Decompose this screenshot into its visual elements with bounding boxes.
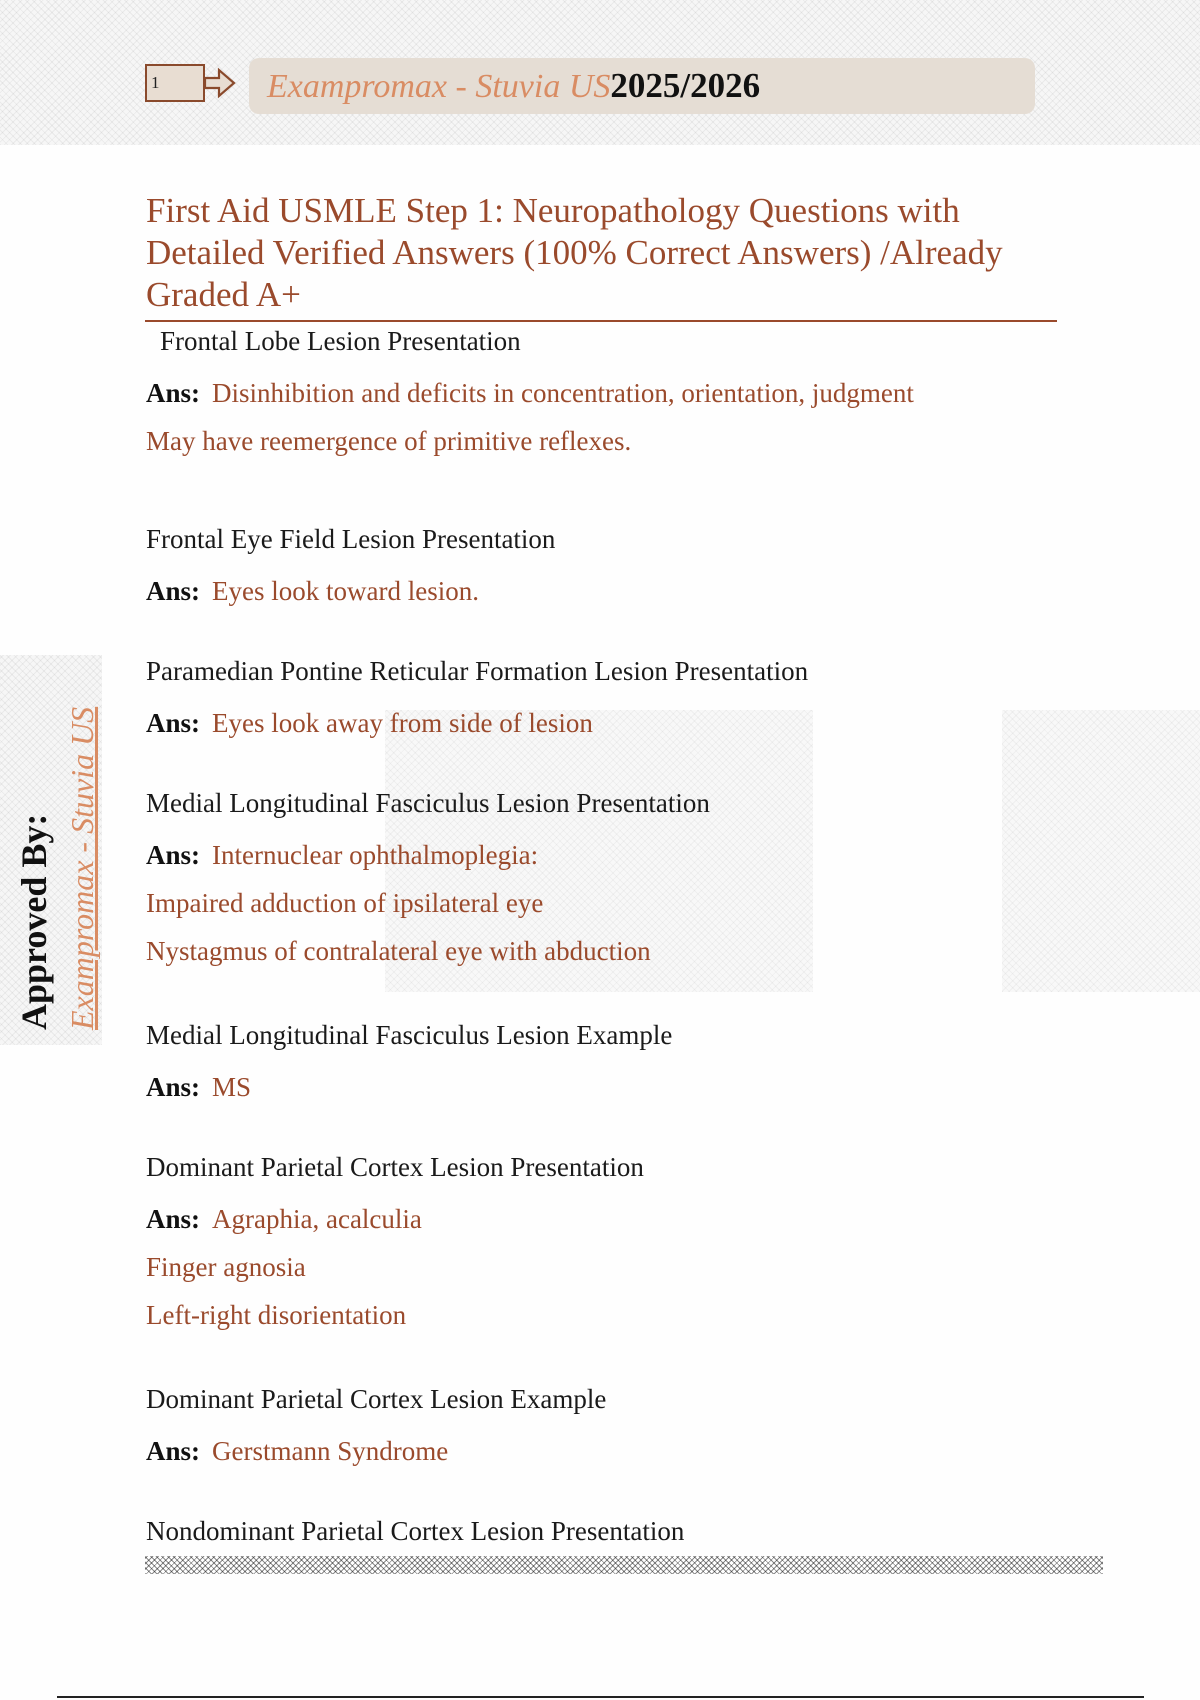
header-brand: Exampromax - Stuvia US — [267, 68, 611, 105]
answer-continuation: Left-right disorientation — [146, 1300, 407, 1330]
qa-item — [146, 1380, 1076, 1470]
arrow-right-icon — [203, 66, 237, 100]
answer-continuation: Nystagmus of contralateral eye with abduction — [146, 936, 651, 966]
approved-by-label: Approved By: — [14, 813, 54, 1030]
page-number-box — [145, 64, 205, 102]
question-text: Medial Longitudinal Fasciculus Lesion Presentation — [146, 788, 710, 818]
page-number: 1 — [151, 73, 160, 92]
header-banner — [249, 58, 1035, 114]
question-text: Dominant Parietal Cortex Lesion Presentation — [146, 1152, 644, 1182]
qa-item — [146, 784, 1076, 970]
answer-text: Disinhibition and deficits in concentration, orientation, judgment — [212, 378, 914, 408]
qa-item — [146, 1016, 1076, 1106]
qa-item — [146, 520, 1076, 610]
header-year: 2025/2026 — [610, 66, 761, 105]
answer-line — [146, 1200, 1076, 1238]
qa-item — [146, 1148, 1076, 1334]
answer-line — [146, 374, 1076, 412]
question-text: Frontal Eye Field Lesion Presentation — [146, 524, 556, 554]
answer-text: Eyes look toward lesion. — [212, 576, 479, 606]
question-text: Nondominant Parietal Cortex Lesion Presentation — [146, 1516, 685, 1546]
answer-label: Ans: — [146, 1436, 201, 1466]
answer-label: Ans: — [146, 576, 201, 606]
qa-item — [146, 1512, 1076, 1550]
question-text: Medial Longitudinal Fasciculus Lesion Example — [146, 1020, 673, 1050]
answer-label: Ans: — [146, 1204, 201, 1234]
question-text: Frontal Lobe Lesion Presentation — [160, 326, 521, 356]
qa-list — [146, 322, 1076, 1584]
qa-item — [146, 652, 1076, 742]
answer-continuation: Finger agnosia — [146, 1252, 306, 1282]
answer-label: Ans: — [146, 1072, 201, 1102]
answer-text: Internuclear ophthalmoplegia: — [212, 840, 539, 870]
answer-continuation: May have reemergence of primitive reflexes. — [146, 426, 632, 456]
answer-text: Gerstmann Syndrome — [212, 1436, 449, 1466]
question-text: Dominant Parietal Cortex Lesion Example — [146, 1384, 607, 1414]
answer-line — [146, 704, 1076, 742]
document-title: First Aid USMLE Step 1: Neuropathology Questions with Detailed Verified Answers (100% Correct Answers) /Already Graded A+ — [146, 191, 1003, 314]
footer-rule — [57, 1696, 1144, 1698]
answer-label: Ans: — [146, 708, 201, 738]
answer-text: MS — [212, 1072, 252, 1102]
approver-brand: Exampromax - Stuvia US — [64, 706, 100, 1030]
answer-line — [146, 1432, 1076, 1470]
answer-text: Agraphia, acalculia — [212, 1204, 422, 1234]
answer-label: Ans: — [146, 840, 201, 870]
answer-line — [146, 1068, 1076, 1106]
qa-item — [146, 322, 1076, 460]
answer-label: Ans: — [146, 378, 201, 408]
approval-stamp — [16, 707, 98, 1030]
question-text: Paramedian Pontine Reticular Formation Lesion Presentation — [146, 656, 809, 686]
answer-text: Eyes look away from side of lesion — [212, 708, 593, 738]
bottom-hatch-divider — [145, 1556, 1103, 1574]
answer-line — [146, 836, 1076, 874]
answer-line — [146, 572, 1076, 610]
answer-continuation: Impaired adduction of ipsilateral eye — [146, 888, 544, 918]
